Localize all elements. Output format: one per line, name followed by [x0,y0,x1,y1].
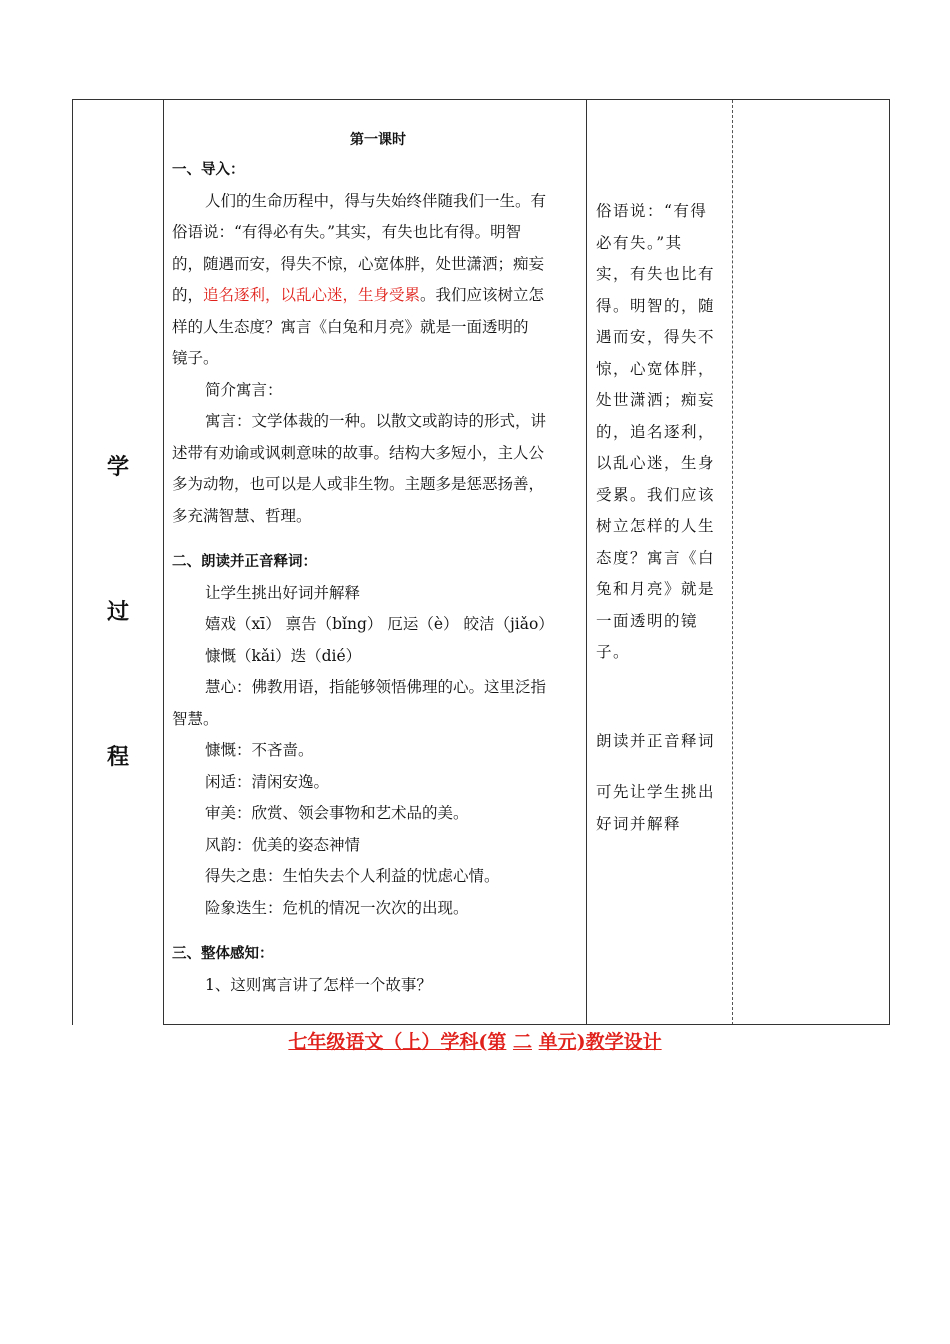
section-heading: 三、整体感知： [172,945,274,962]
section-heading: 一、导入： [172,161,245,178]
note-line: 以乱心迷，生身 [596,454,716,472]
fable-line: 多充满智慧、哲理。 [172,506,312,525]
highlighted-text: 追名逐利，以乱心迷，生身受累 [203,286,421,304]
note-line: 树立怎样的人生 [596,517,716,535]
intro-text: 。我们应该树立怎 [420,286,545,304]
definition-line: 风韵：优美的姿态神情 [205,835,361,854]
note-line: 好词并解释 [596,814,682,833]
definition-line: 闲适：清闲安逸。 [205,772,330,791]
definition-line: 险象迭生：危机的情况一次次的出现。 [205,898,469,917]
definition-line: 得失之患：生怕失去个人利益的忧虑心情。 [205,867,500,885]
table-right-border [889,100,890,1025]
column-divider [586,100,587,1025]
definition-line: 审美：欣赏、领会事物和艺术品的美。 [205,804,469,822]
intro-line: 俗语说：“有得必有失。”其实，有失也比有得。明智 [172,223,522,241]
notes-column [596,196,724,840]
fable-line: 述带有劝谕或讽刺意味的故事。结构大多短小，主人公 [172,443,545,462]
vocab-line: 慧心：佛教用语，指能够领悟佛理的心。这里泛指 [205,678,547,696]
note-line: 实，有失也比有 [596,265,716,283]
note-line: 得。明智的，随 [596,296,716,315]
vocab-line: 慷慨（kǎi）迭（dié） [205,646,362,665]
side-label-char: 程 [106,744,129,770]
note-line: 态度？寓言《白 [596,548,716,567]
intro-text: 的， [172,286,204,304]
vocab-line: 让学生挑出好词并解释 [205,583,361,602]
footer-part: 单元)教学设计 [538,1031,662,1053]
table-left-border [72,100,73,1025]
fable-intro-label: 简介寓言： [205,380,283,399]
vocab-line: 嬉戏（xī） 禀告（bǐng） 厄运（è） 皎洁（jiǎo） [205,615,554,633]
main-content [172,126,584,1001]
lesson-title: 第一课时 [350,132,406,148]
intro-line: 镜子。 [172,349,219,367]
section-heading: 二、朗读并正音释词： [172,553,317,570]
page-footer-title [0,1027,950,1054]
note-line: 兔和月亮》就是 [596,580,716,598]
lesson-table [72,99,890,1025]
note-line: 可先让学生挑出 [596,783,716,801]
note-reading: 朗读并正音释词 [596,731,716,750]
table-bottom-border [163,1024,890,1025]
note-line: 受累。我们应该 [596,485,716,504]
intro-line: 样的人生态度？寓言《白兔和月亮》就是一面透明的 [172,317,529,336]
footer-part: 二 [512,1031,532,1053]
note-line: 惊，心宽体胖， [596,359,716,378]
note-line: 的，追名逐利， [596,422,716,441]
fable-line: 寓言：文学体裁的一种。以散文或韵诗的形式，讲 [205,412,547,430]
intro-line: 人们的生命历程中，得与失始终伴随我们一生。有 [205,191,547,210]
definition-line: 慷慨：不吝啬。 [205,741,314,759]
question-line: 1、这则寓言讲了怎样一个故事？ [205,975,432,994]
side-label-char: 过 [106,599,129,625]
side-label-char: 学 [106,454,129,480]
note-line: 处世潇洒；痴妄 [596,391,716,409]
note-line: 俗语说：“有得 [596,202,708,220]
note-line: 必有失。”其 [596,233,683,252]
column-divider-dashed [732,100,733,1025]
column-divider [163,100,164,1025]
footer-part: 七年级语文（上）学科(第 [288,1031,507,1053]
note-line: 一面透明的镜 [596,611,699,630]
note-line: 遇而安，得失不 [596,328,716,346]
vocab-line: 智慧。 [172,709,219,728]
fable-line: 多为动物，也可以是人或非生物。主题多是惩恶扬善， [172,475,545,493]
note-line: 子。 [596,643,631,661]
intro-line [172,280,584,312]
intro-line: 的，随遇而安，得失不惊，心宽体胖，处世潇洒；痴妄 [172,254,545,273]
